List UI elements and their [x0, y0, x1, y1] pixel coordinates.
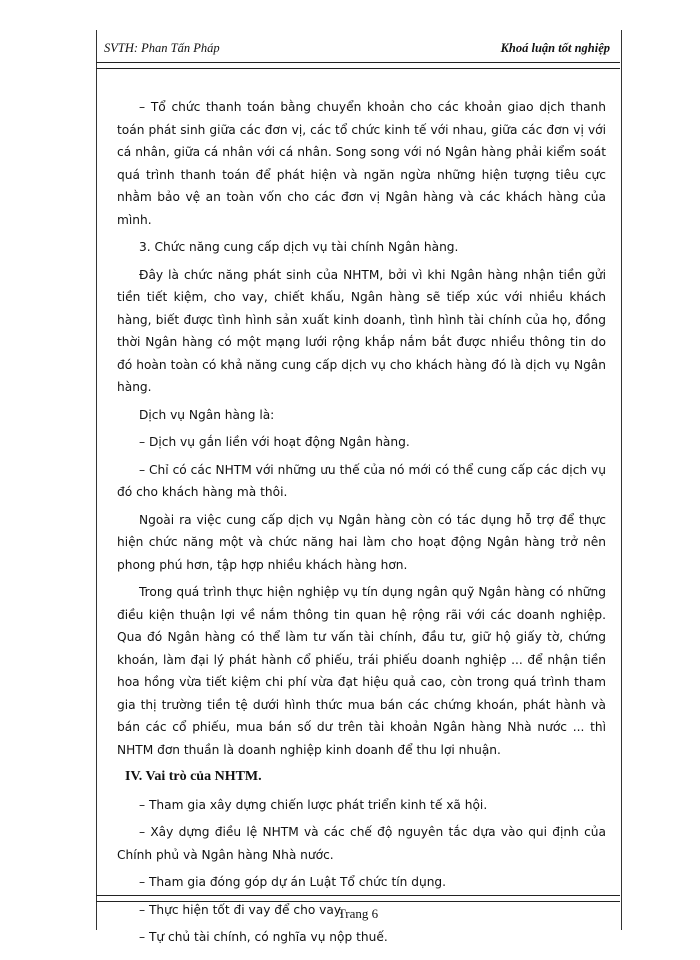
list-item: – Chỉ có các NHTM với những ưu thế của nó mới có thể cung cấp các dịch vụ đó cho khách hàng mà thôi. [117, 462, 606, 499]
document-body [117, 96, 606, 954]
list-item: – Tham gia xây dựng chiến lược phát triển kinh tế xã hội. [139, 797, 488, 812]
header-title: Khoá luận tốt nghiệp [500, 41, 610, 55]
header-author: SVTH: Phan Tấn Pháp [104, 41, 220, 55]
list-item: – Dịch vụ gắn liền với hoạt động Ngân hàng. [139, 435, 410, 449]
paragraph-credit: Trong quá trình thực hiện nghiệp vụ tín dụng ngân quỹ Ngân hàng có những điều kiện thuận lợi về nắm thông tin quan hệ rộng rãi với các doanh nghiệp. Qua đó Ngân hàng có thể làm tư vấn tài chính, đầu tư, giữ hộ giấy tờ, chứng khoán, làm đại lý phát hành cổ phiếu, trái phiếu doanh nghiệp ... để nhận tiền hoa hồng vừa tiết kiệm chi phí vừa đạt hiệu quả cao, còn trong quá trình tham gia thị trường tiền tệ dưới hình thức mua bán các chứng khoán, phát hành và bán các cổ phiếu, mua bán số dư trên tài khoản Ngân hàng Nhà nước ... thì NHTM đơn thuần là doanh nghiệp kinh doanh để thu lợi nhuận. [117, 585, 606, 757]
page-header [104, 41, 610, 57]
paragraph-support: Ngoài ra việc cung cấp dịch vụ Ngân hàng còn có tác dụng hỗ trợ để thực hiện chức năng một và chức năng hai làm cho hoạt động Ngân hàng trở nên phong phú hơn, tập hợp nhiều khách hàng hơn. [117, 512, 606, 572]
paragraph-payment: – Tổ chức thanh toán bằng chuyển khoản cho các khoản giao dịch thanh toán phát sinh giữa các đơn vị, các tổ chức kinh tế với nhau, giữa các đơn vị với cá nhân, giữa cá nhân với cá nhân. Song song với nó Ngân hàng phải kiểm soát quá trình thanh toán để phát hiện và ngăn ngừa những hiện tượng tiêu cực nhằm bảo vệ an toàn vốn cho các đơn vị Ngân hàng và các khách hàng của mình. [117, 100, 606, 227]
header-divider [96, 62, 620, 69]
list-item: – Xây dựng điều lệ NHTM và các chế độ nguyên tắc dựa vào qui định của Chính phủ và Ngân hàng Nhà nước. [117, 825, 606, 862]
footer-divider [96, 895, 620, 902]
section-title-services: 3. Chức năng cung cấp dịch vụ tài chính Ngân hàng. [139, 240, 459, 254]
page-number: Trang 6 [337, 906, 379, 921]
section-heading-role: IV. Vai trò của NHTM. [125, 769, 262, 784]
list-item: – Tự chủ tài chính, có nghĩa vụ nộp thuế. [139, 930, 388, 944]
list-item: – Thực hiện tốt đi vay để cho vay. [139, 902, 344, 917]
list-item: – Tham gia đóng góp dự án Luật Tổ chức tín dụng. [139, 875, 447, 889]
paragraph-services-intro: Đây là chức năng phát sinh của NHTM, bởi vì khi Ngân hàng nhận tiền gửi tiền tiết kiệm, cho vay, chiết khấu, Ngân hàng sẽ tiếp xúc với nhiều khách hàng, biết được tình hình sản xuất kinh doanh, tình hình tài chính của họ, đồng thời Ngân hàng có một mạng lưới rộng khắp nắm bắt được nhiều thông tin do đó hoàn toàn có khả năng cung cấp dịch vụ cho khách hàng đó là dịch vụ Ngân hàng. [117, 267, 606, 394]
paragraph-services-def: Dịch vụ Ngân hàng là: [139, 407, 275, 422]
